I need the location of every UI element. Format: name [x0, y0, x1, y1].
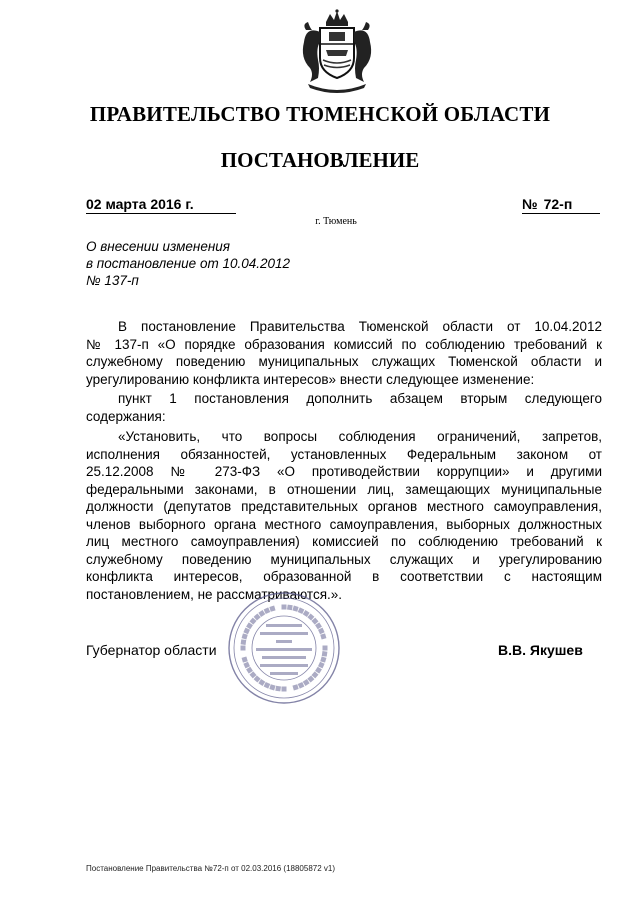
number-value: 72-п [543, 196, 573, 212]
coat-of-arms-icon [296, 8, 378, 94]
body-paragraph-2 [86, 390, 602, 425]
text-line: членов выборного органа местного самоуправления, выборных должностных [86, 516, 602, 532]
official-stamp-icon [226, 590, 342, 706]
text-line: «Установить, что вопросы соблюдения ограничений, запретов, [118, 429, 602, 444]
text-line: 25.12.2008 № 273-ФЗ «О противодействии коррупции» и другими [86, 464, 602, 479]
text-line: В постановление Правительства Тюменской области от 10.04.2012 [118, 319, 602, 334]
document-subject [86, 238, 386, 289]
body-paragraph-1 [86, 318, 602, 388]
subject-line: в постановление от 10.04.2012 [86, 256, 291, 271]
text-line: постановлением, не рассматриваются.». [86, 586, 343, 602]
text-line: № 137-п «О порядке образования комиссий по соблюдению требований к [86, 336, 602, 352]
text-line: конфликта интересов, образованной в соответствии с настоящим [86, 569, 602, 584]
document-date: 02 марта 2016 г. [86, 196, 236, 214]
text-line: федеральными законами, в отношении лиц, замещающих муниципальные [86, 481, 602, 497]
signer-name: В.В. Якушев [498, 642, 583, 658]
subject-line: № 137-п [86, 273, 139, 288]
text-line: исполнения обязанностей, установленных Федеральным законом от [86, 446, 602, 462]
signer-position: Губернатор области [86, 642, 217, 658]
document-number [522, 196, 600, 214]
text-line: пункт 1 постановления дополнить абзацем вторым следующего [118, 391, 602, 406]
document-city: г. Тюмень [315, 216, 357, 227]
text-line: содержания: [86, 408, 166, 424]
number-sign: № [522, 196, 538, 212]
document-footer: Постановление Правительства №72-п от 02.03.2016 (18805872 v1) [86, 864, 336, 873]
text-line: должности (депутатов представительных органов местного самоуправления, [86, 499, 602, 514]
text-line: служебному поведению муниципальных служащих и урегулированию [86, 551, 602, 567]
text-line: урегулированию конфликта интересов» внести следующее изменение: [86, 371, 535, 387]
text-line: лиц местного самоуправления) комиссией по соблюдению требований к [86, 534, 602, 549]
government-title: ПРАВИТЕЛЬСТВО ТЮМЕНСКОЙ ОБЛАСТИ [89, 102, 551, 126]
body-paragraph-3 [86, 428, 602, 603]
text-line: служебному поведению муниципальных служащих Тюменской области и [86, 354, 602, 369]
subject-line: О внесении изменения [86, 239, 231, 254]
document-type: ПОСТАНОВЛЕНИЕ [220, 148, 420, 172]
